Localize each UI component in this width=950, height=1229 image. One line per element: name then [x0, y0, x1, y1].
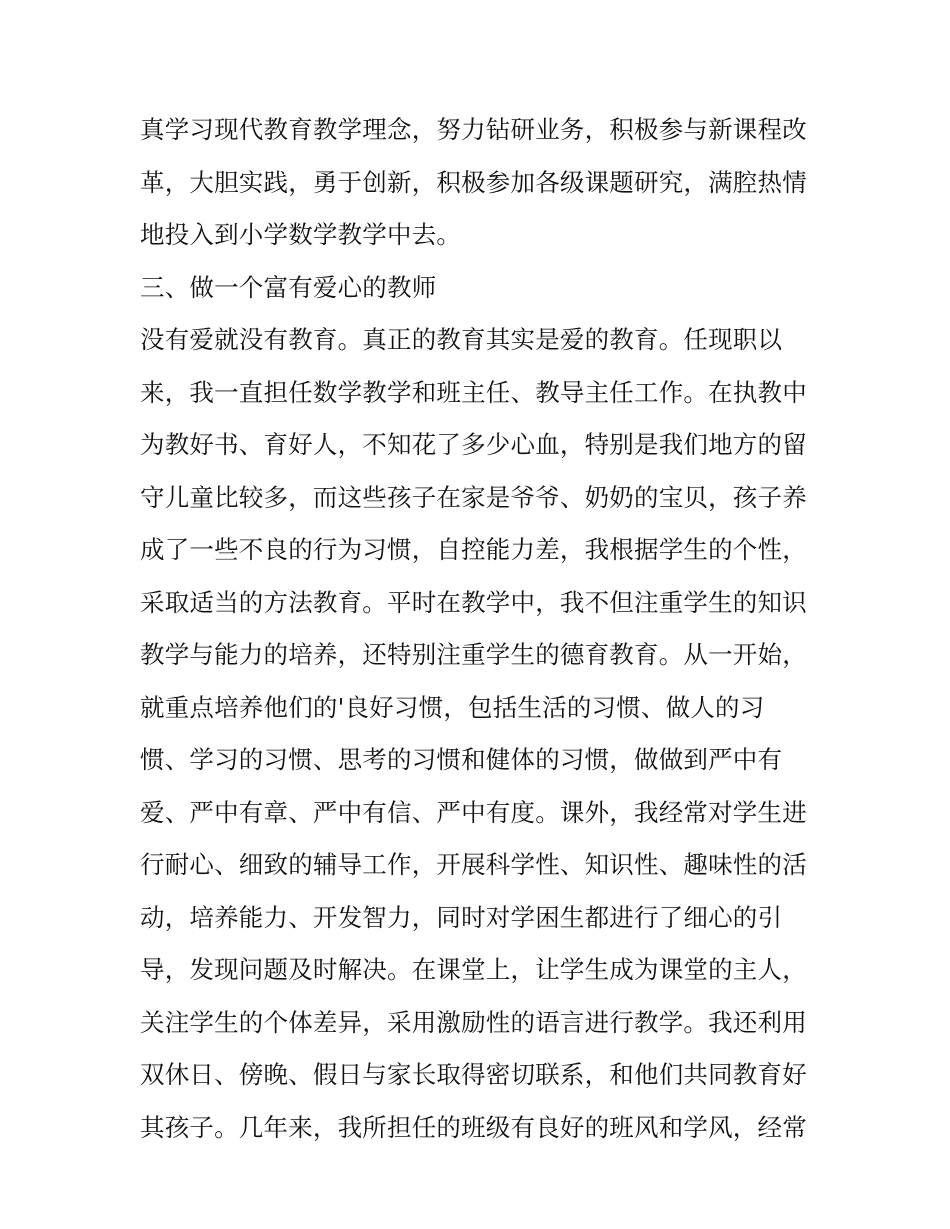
text-line-3: 地投入到小学数学教学中去。: [140, 220, 462, 249]
text-line-2: 革，大胆实践，勇于创新，积极参加各级课题研究，满腔热情: [140, 167, 807, 197]
text-line-6: 来，我一直担任数学教学和班主任、教导主任工作。在执教中: [140, 377, 807, 407]
text-line-15: 行耐心、细致的辅导工作，开展科学性、知识性、趣味性的活: [140, 850, 807, 879]
text-line-9: 成了一些不良的行为习惯，自控能力差，我根据学生的个性，: [140, 535, 807, 564]
text-line-14: 爱、严中有章、严中有信、严中有度。课外，我经常对学生进: [140, 797, 807, 827]
text-line-20: 其孩子。几年来，我所担任的班级有良好的班风和学风，经常: [140, 1112, 807, 1142]
text-line-7: 为教好书、育好人，不知花了多少心血，特别是我们地方的留: [140, 430, 807, 459]
text-line-8: 守儿童比较多，而这些孩子在家是爷爷、奶奶的宝贝，孩子养: [140, 482, 807, 512]
text-line-5: 没有爱就没有教育。真正的教育其实是爱的教育。任现职以: [140, 325, 783, 354]
text-line-17: 导，发现问题及时解决。在课堂上，让学生成为课堂的主人，: [140, 955, 807, 984]
section-heading: 三、做一个富有爱心的教师: [140, 272, 437, 302]
text-line-13: 惯、学习的习惯、思考的习惯和健体的习惯，做做到严中有: [140, 745, 783, 774]
text-line-16: 动，培养能力、开发智力，同时对学困生都进行了细心的引: [140, 902, 783, 932]
text-line-1: 真学习现代教育教学理念，努力钻研业务，积极参与新课程改: [140, 115, 807, 144]
text-line-19: 双休日、傍晚、假日与家长取得密切联系，和他们共同教育好: [140, 1060, 807, 1089]
text-line-18: 关注学生的个体差异，采用激励性的语言进行教学。我还利用: [140, 1007, 807, 1037]
text-line-10: 采取适当的方法教育。平时在教学中，我不但注重学生的知识: [140, 587, 807, 617]
text-line-11: 教学与能力的培养，还特别注重学生的德育教育。从一开始，: [140, 640, 807, 669]
text-line-12: 就重点培养他们的'良好习惯，包括生活的习惯、做人的习: [140, 692, 765, 722]
document-body: [140, 104, 830, 1154]
